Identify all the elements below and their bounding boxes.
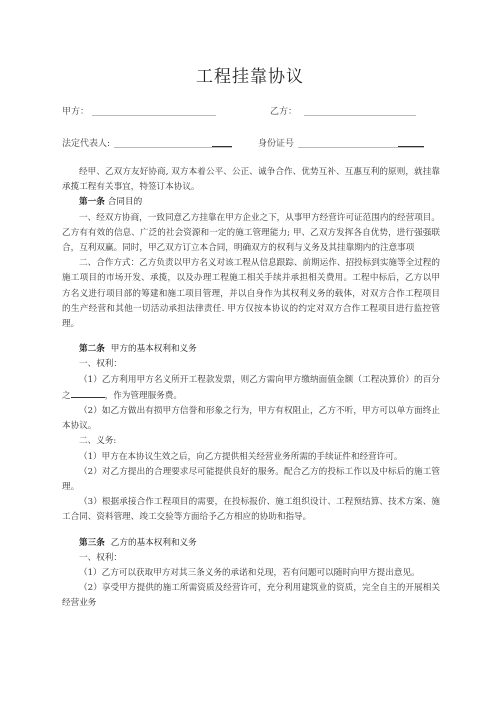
article-2-duties-label: 二、义务: [79, 436, 117, 447]
article-1-heading [62, 195, 440, 210]
article-1-subtitle: 合同目的 [107, 197, 143, 208]
article-3-rights-label: 一、权利： [79, 552, 122, 563]
article-2-subtitle: 甲方的基本权利和义务 [110, 344, 197, 355]
legal-rep-row [62, 136, 442, 150]
party-a-blank[interactable] [92, 115, 216, 116]
article-2-right-1-before: （1）乙方利用甲方名义所开工程款发票，则乙方需向甲方缴纳面值金额（工程决算价）的百分之 [62, 374, 440, 401]
article-2-right-1 [62, 373, 440, 404]
article-3-subtitle: 乙方的基本权利和义务 [110, 537, 197, 548]
article-2-rights-label: 一、权利： [79, 359, 122, 370]
article-2-duty-1: （1）甲方在本协议生效之后，向乙方提供相关经营业务所需的手续证件和经营许可。 [79, 451, 403, 462]
legal-rep-label: 法定代表人: [62, 139, 111, 149]
party-b-blank[interactable] [304, 115, 416, 116]
party-row [62, 104, 442, 118]
party-a-label: 甲方： [62, 107, 90, 117]
legal-rep-blank[interactable] [114, 147, 232, 148]
article-3-right-2: （2）享受甲方提供的施工所需资质及经营许可，充分利用建筑业的资质，完全自主的开展相关经营业务 [62, 583, 440, 609]
fee-percent-blank[interactable] [71, 388, 105, 398]
id-number-label: 身份证号 [258, 139, 295, 149]
article-1-para-2: 二、合作方式：乙方负责以甲方名义对该工程从信息跟踪、前期运作、招投标到实施等全过程的施工项目的市场开发、承揽，以及办理工程施工相关手续并承担相关费用。工程中标后，乙方以甲方名义进行项目部的筹建和施工项目管理，并以自身作为其权利义务的载体，对双方合作工程项目的生产经营和其他一切活动承担法律责任. 甲方仅按本协议的约定对双方合作工程项目进行监控管理。 [62, 258, 440, 330]
document-title: 工程挂靠协议 [196, 67, 304, 87]
article-3-heading [62, 536, 440, 551]
article-3-right-1: （1）乙方可以获取甲方对其三条义务的承诺和兑现，若有问题可以随时向甲方提出意见。 [79, 568, 420, 579]
legal-rep-blank-tail [212, 146, 232, 147]
article-1-title: 第一条 [79, 197, 105, 208]
article-2-duty-3: （3）根据承接合作工程项目的需要，在投标报价、施工组织设计、工程预结算、技术方案、施工合同、资料管理、竣工交验等方面给予乙方相应的协助和指导。 [62, 497, 440, 523]
id-number-blank[interactable] [298, 147, 424, 148]
article-2-duty-2: （2）对乙方提出的合理要求尽可能提供良好的服务。配合乙方的投标工作以及中标后的施工管理。 [62, 466, 440, 493]
party-b-label: 乙方： [270, 107, 298, 117]
id-number-blank-tail [398, 146, 424, 147]
article-2-title: 第二条 [79, 344, 105, 355]
article-2-heading [62, 342, 440, 357]
article-1-para-1: 一、经双方协商，一致同意乙方挂靠在甲方企业之下，从事甲方经营许可证范围内的经营项目。乙方有有效的信息、广泛的社会资源和一定的施工管理能力; 甲、乙双方发挥各自优势，进行强强联合，互利双赢。同时，甲乙双方订立本合同，明确双方的权利与义务及其挂靠期内的注意事项 [62, 212, 440, 254]
document-body [62, 165, 440, 612]
intro-paragraph: 经甲、乙双方友好协商, 双方本着公平、公正、诚争合作、优势互补、互惠互利的原则，就挂靠承揽工程有关事宜，特签订本协议。 [62, 167, 440, 193]
article-2-right-1-after: ，作为管理服务费。 [104, 390, 182, 401]
article-3-title: 第三条 [79, 537, 105, 548]
article-2-right-2: （2）如乙方做出有损甲方信誉和形象之行为，甲方有权阻止，乙方不听，甲方可以单方面终止本协议。 [62, 406, 440, 432]
